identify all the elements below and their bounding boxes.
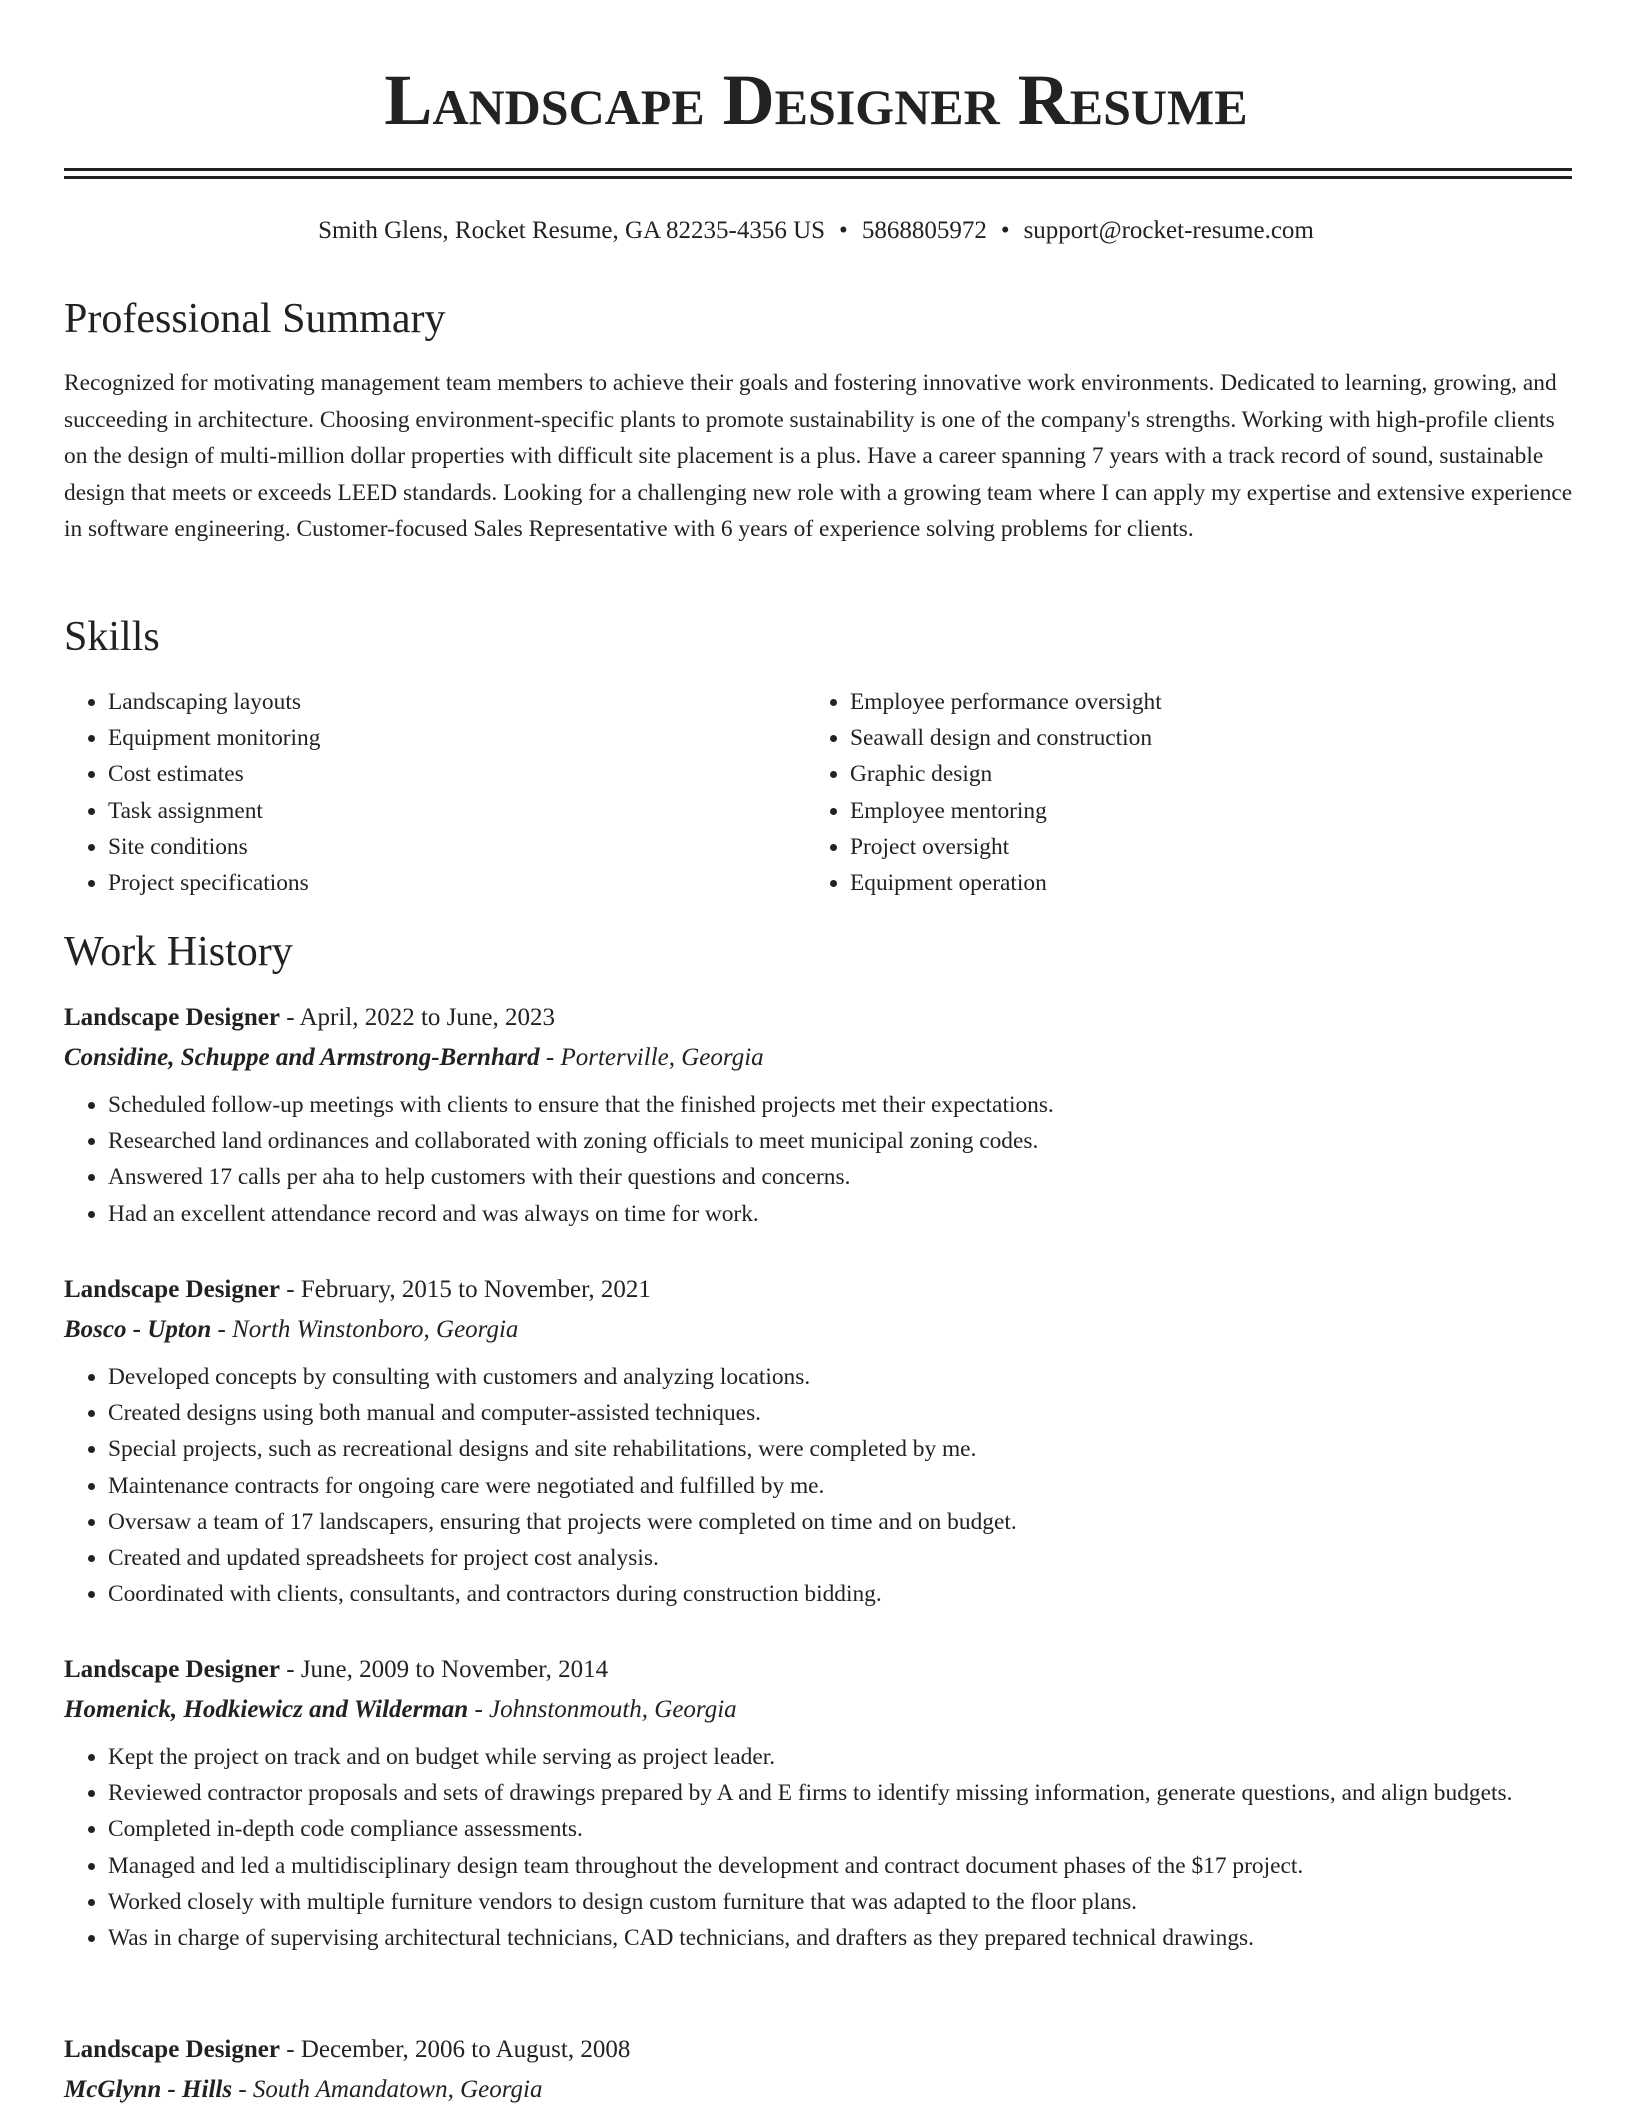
job-company-line: Considine, Schuppe and Armstrong-Bernhard - Porterville, Georgia <box>64 1044 764 1071</box>
job-bullet: • Developed concepts by consulting with customers and analyzing locations. <box>108 1359 1579 1395</box>
job-bullet: • Was in charge of supervising architectural technicians, CAD technicians, and drafters as they prepared technical drawings. <box>108 1920 1579 1956</box>
job-dates: June, 2009 to November, 2014 <box>300 1656 609 1683</box>
contact-email: support@rocket-resume.com <box>1023 217 1314 244</box>
job-dates: April, 2022 to June, 2023 <box>299 1004 555 1031</box>
job-entry <box>64 998 1579 1232</box>
skills-heading: Skills <box>64 614 160 660</box>
contact-address: Smith Glens, Rocket Resume, GA 82235-4356 US <box>318 217 826 244</box>
job-company: Bosco - Upton <box>64 1316 212 1343</box>
job-bullet: • Managed and led a multidisciplinary design team throughout the development and contract document phases of the $17 project. <box>108 1848 1579 1884</box>
title-rule-bottom <box>64 176 1572 179</box>
summary-heading: Professional Summary <box>64 296 446 342</box>
job-bullet: • Special projects, such as recreational designs and site rehabilitations, were completed by me. <box>108 1431 1579 1467</box>
skill-item: • Project specifications <box>108 865 764 901</box>
job-dates: December, 2006 to August, 2008 <box>300 2036 631 2063</box>
skill-item: • Cost estimates <box>108 756 764 792</box>
job-title: Landscape Designer <box>64 1276 280 1303</box>
job-location: North Winstonboro, Georgia <box>232 1316 519 1343</box>
job-bullet: • Created designs using both manual and computer-assisted techniques. <box>108 1395 1579 1431</box>
job-title-line: Landscape Designer - April, 2022 to June, 2023 <box>64 1004 555 1031</box>
job-bullets <box>64 1739 1579 1956</box>
job-bullets <box>64 1087 1579 1232</box>
resume-title: Landscape Designer Resume <box>384 60 1248 140</box>
job-bullet: • Researched land ordinances and collaborated with zoning officials to meet municipal zoning codes. <box>108 1123 1579 1159</box>
contact-line <box>0 215 1632 247</box>
job-bullet: • Reviewed contractor proposals and sets of drawings prepared by A and E firms to identify missing information, generate questions, and align budgets. <box>108 1775 1579 1811</box>
job-title-line: Landscape Designer - December, 2006 to August, 2008 <box>64 2036 631 2063</box>
skill-item: • Employee performance oversight <box>850 684 1566 720</box>
job-title: Landscape Designer <box>64 2036 280 2063</box>
contact-separator: • <box>839 217 848 244</box>
job-company: Homenick, Hodkiewicz and Wilderman <box>64 1696 469 1723</box>
skill-item: • Equipment monitoring <box>108 720 764 756</box>
title-rule-top <box>64 168 1572 171</box>
job-title-line: Landscape Designer - February, 2015 to November, 2021 <box>64 1276 651 1303</box>
skills-left-column <box>64 684 764 901</box>
skill-item: • Employee mentoring <box>850 793 1566 829</box>
skill-item: • Landscaping layouts <box>108 684 764 720</box>
job-company-line: McGlynn - Hills - South Amandatown, Georgia <box>64 2076 543 2103</box>
job-title-line: Landscape Designer - June, 2009 to November, 2014 <box>64 1656 609 1683</box>
job-bullets <box>64 1359 1579 1612</box>
job-bullet: • Oversaw a team of 17 landscapers, ensuring that projects were completed on time and on budget. <box>108 1504 1579 1540</box>
job-dates: February, 2015 to November, 2021 <box>300 1276 651 1303</box>
contact-separator: • <box>1000 217 1010 244</box>
job-bullet: • Maintenance contracts for ongoing care were negotiated and fulfilled by me. <box>108 1468 1579 1504</box>
skill-item: • Seawall design and construction <box>850 720 1566 756</box>
job-entry <box>64 2030 1579 2119</box>
job-bullet: • Had an excellent attendance record and was always on time for work. <box>108 1196 1579 1232</box>
skill-item: • Site conditions <box>108 829 764 865</box>
job-location: South Amandatown, Georgia <box>252 2076 543 2103</box>
summary-text: Recognized for motivating management team members to achieve their goals and fostering innovative work environments. Dedicated to learning, growing, and succeeding in architecture. Choosing environment-specific plants to promote sustainability is one of the company's strengths. Working with high-profile clients on the design of multi-million dollar properties with difficult site placement is a plus. Have a career spanning 7 years with a track record of sound, sustainable design that meets or exceeds LEED standards. Looking for a challenging new role with a growing team where I can apply my expertise and extensive experience in software engineering. Customer-focused Sales Representative with 6 years of experience solving problems for clients. <box>64 370 1573 542</box>
skill-item: • Task assignment <box>108 793 764 829</box>
work-history-heading: Work History <box>64 929 293 975</box>
job-location: Johnstonmouth, Georgia <box>489 1696 737 1723</box>
job-title: Landscape Designer <box>64 1004 280 1031</box>
skill-item: • Equipment operation <box>850 865 1566 901</box>
job-entry <box>64 1650 1579 1956</box>
job-bullet: • Scheduled follow-up meetings with clients to ensure that the finished projects met their expectations. <box>108 1087 1579 1123</box>
job-entry <box>64 1270 1579 1612</box>
job-title: Landscape Designer <box>64 1656 280 1683</box>
job-company-line: Bosco - Upton - North Winstonboro, Georgia <box>64 1316 519 1343</box>
job-location: Porterville, Georgia <box>560 1044 764 1071</box>
job-company-line: Homenick, Hodkiewicz and Wilderman - Johnstonmouth, Georgia <box>64 1696 737 1723</box>
job-bullet: • Completed in-depth code compliance assessments. <box>108 1811 1579 1847</box>
job-company: McGlynn - Hills <box>64 2076 233 2103</box>
skill-item: • Project oversight <box>850 829 1566 865</box>
job-bullet: • Coordinated with clients, consultants, and contractors during construction bidding. <box>108 1576 1579 1612</box>
skill-item: • Graphic design <box>850 756 1566 792</box>
job-bullet: • Kept the project on track and on budget while serving as project leader. <box>108 1739 1579 1775</box>
job-bullet: • Worked closely with multiple furniture vendors to design custom furniture that was adapted to the floor plans. <box>108 1884 1579 1920</box>
job-bullet: • Created and updated spreadsheets for project cost analysis. <box>108 1540 1579 1576</box>
job-bullet: • Answered 17 calls per aha to help customers with their questions and concerns. <box>108 1159 1579 1195</box>
contact-phone: 5868805972 <box>861 217 987 244</box>
job-company: Considine, Schuppe and Armstrong-Bernhard <box>64 1044 540 1071</box>
skills-right-column <box>806 684 1566 901</box>
